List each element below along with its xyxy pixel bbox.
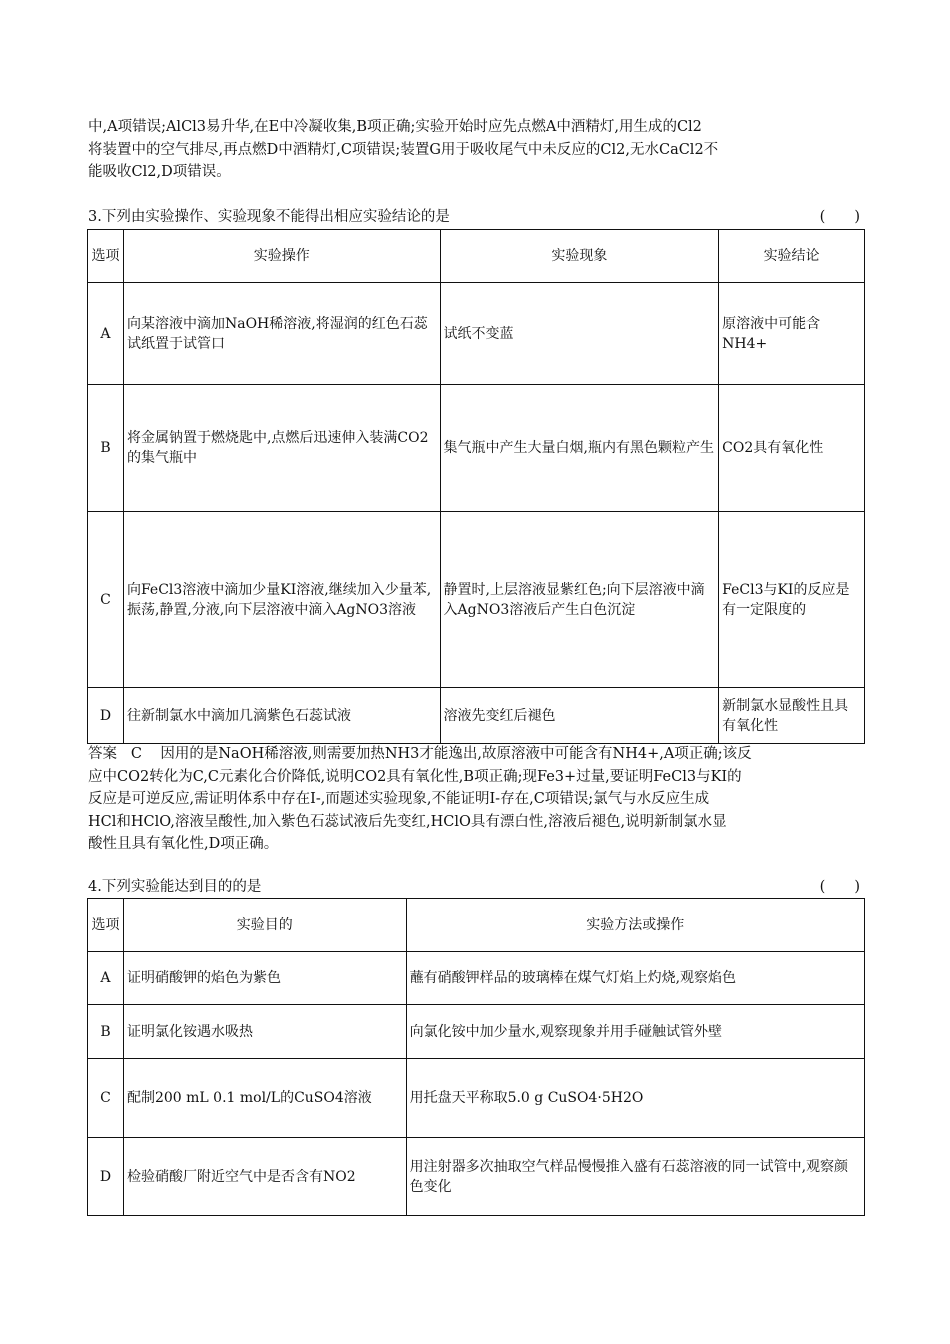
conclusion-cell: 原溶液中可能含NH4+ <box>719 283 865 385</box>
answer-3-text-1: 因用的是NaOH稀溶液,则需要加热NH3才能逸出,故原溶液中可能含有NH4+,A项正确;该反 <box>160 746 752 762</box>
conclusion-cell: CO2具有氧化性 <box>719 385 865 512</box>
method-cell: 用托盘天平称取5.0 g CuSO4·5H2O <box>406 1059 864 1138</box>
option-label: D <box>88 688 124 744</box>
answer-label: 答案 <box>88 746 117 762</box>
table-header-row <box>88 899 865 952</box>
answer-3-line-4: HCl和HClO,溶液呈酸性,加入紫色石蕊试液后先变红,HClO具有漂白性,溶液后褪色,说明新制氯水显 <box>88 813 727 830</box>
header-goal: 实验目的 <box>123 899 406 952</box>
intro-line-3: 能吸收Cl2,D项错误。 <box>88 164 231 180</box>
question-3-title-row <box>88 207 864 227</box>
question-4-table <box>87 898 865 1216</box>
phenomenon-cell: 静置时,上层溶液显紫红色;向下层溶液中滴入AgNO3溶液后产生白色沉淀 <box>440 512 719 688</box>
operation-cell: 往新制氯水中滴加几滴紫色石蕊试液 <box>123 688 440 744</box>
intro-line-1: 中,A项错误;AlCl3易升华,在E中冷凝收集,B项正确;实验开始时应先点燃A中酒精灯,用生成的Cl2 <box>88 119 702 135</box>
table-row <box>88 1059 865 1138</box>
option-label: A <box>88 283 124 385</box>
table-row <box>88 283 865 385</box>
header-operation: 实验操作 <box>123 230 440 283</box>
goal-cell: 证明硝酸钾的焰色为紫色 <box>123 952 406 1005</box>
question-3-table <box>87 229 865 744</box>
method-cell: 蘸有硝酸钾样品的玻璃棒在煤气灯焰上灼烧,观察焰色 <box>406 952 864 1005</box>
operation-cell: 将金属钠置于燃烧匙中,点燃后迅速伸入装满CO2的集气瓶中 <box>123 385 440 512</box>
phenomenon-cell: 溶液先变红后褪色 <box>440 688 719 744</box>
header-option: 选项 <box>88 230 124 283</box>
question-4-answer-blank: ( ) <box>819 879 860 895</box>
table-row <box>88 952 865 1005</box>
goal-cell: 配制200 mL 0.1 mol/L的CuSO4溶液 <box>123 1059 406 1138</box>
table-row <box>88 385 865 512</box>
table-row <box>88 1005 865 1059</box>
option-label: C <box>88 512 124 688</box>
table-row <box>88 688 865 744</box>
intro-paragraph <box>88 116 864 184</box>
table-row <box>88 512 865 688</box>
goal-cell: 检验硝酸厂附近空气中是否含有NO2 <box>123 1138 406 1216</box>
table-header-row <box>88 230 865 283</box>
operation-cell: 向FeCl3溶液中滴加少量KI溶液,继续加入少量苯,振荡,静置,分液,向下层溶液中滴入AgNO3溶液 <box>123 512 440 688</box>
answer-3-line-3: 反应是可逆反应,需证明体系中存在I-,而题述实验现象,不能证明I-存在,C项错误;氯气与水反应生成 <box>88 791 710 807</box>
option-label: A <box>88 952 124 1005</box>
intro-line-2: 将装置中的空气排尽,再点燃D中酒精灯,C项错误;装置G用于吸收尾气中未反应的Cl2,无水CaCl2不 <box>88 141 719 158</box>
header-conclusion: 实验结论 <box>719 230 865 283</box>
conclusion-cell: FeCl3与KI的反应是有一定限度的 <box>719 512 865 688</box>
header-option: 选项 <box>88 899 124 952</box>
answer-3-paragraph <box>88 743 864 856</box>
answer-3-line-5: 酸性且具有氧化性,D项正确。 <box>88 836 279 852</box>
option-label: D <box>88 1138 124 1216</box>
question-4-title: 4.下列实验能达到目的的是 <box>88 879 262 895</box>
question-3-title: 3.下列由实验操作、实验现象不能得出相应实验结论的是 <box>88 209 450 225</box>
goal-cell: 证明氯化铵遇水吸热 <box>123 1005 406 1059</box>
phenomenon-cell: 集气瓶中产生大量白烟,瓶内有黑色颗粒产生 <box>440 385 719 512</box>
header-phenomenon: 实验现象 <box>440 230 719 283</box>
conclusion-cell: 新制氯水显酸性且具有氧化性 <box>719 688 865 744</box>
option-label: B <box>88 385 124 512</box>
answer-3-line-1 <box>88 743 864 766</box>
method-cell: 用注射器多次抽取空气样品慢慢推入盛有石蕊溶液的同一试管中,观察颜色变化 <box>406 1138 864 1216</box>
table-row <box>88 1138 865 1216</box>
answer-choice: C <box>130 746 142 762</box>
operation-cell: 向某溶液中滴加NaOH稀溶液,将湿润的红色石蕊试纸置于试管口 <box>123 283 440 385</box>
option-label: C <box>88 1059 124 1138</box>
phenomenon-cell: 试纸不变蓝 <box>440 283 719 385</box>
method-cell: 向氯化铵中加少量水,观察现象并用手碰触试管外壁 <box>406 1005 864 1059</box>
answer-3-line-2: 应中CO2转化为C,C元素化合价降低,说明CO2具有氧化性,B项正确;现Fe3+过量,要证明FeCl3与KI的 <box>88 768 742 785</box>
option-label: B <box>88 1005 124 1059</box>
header-method: 实验方法或操作 <box>406 899 864 952</box>
question-4-title-row <box>88 877 864 897</box>
question-3-answer-blank: ( ) <box>819 209 860 225</box>
